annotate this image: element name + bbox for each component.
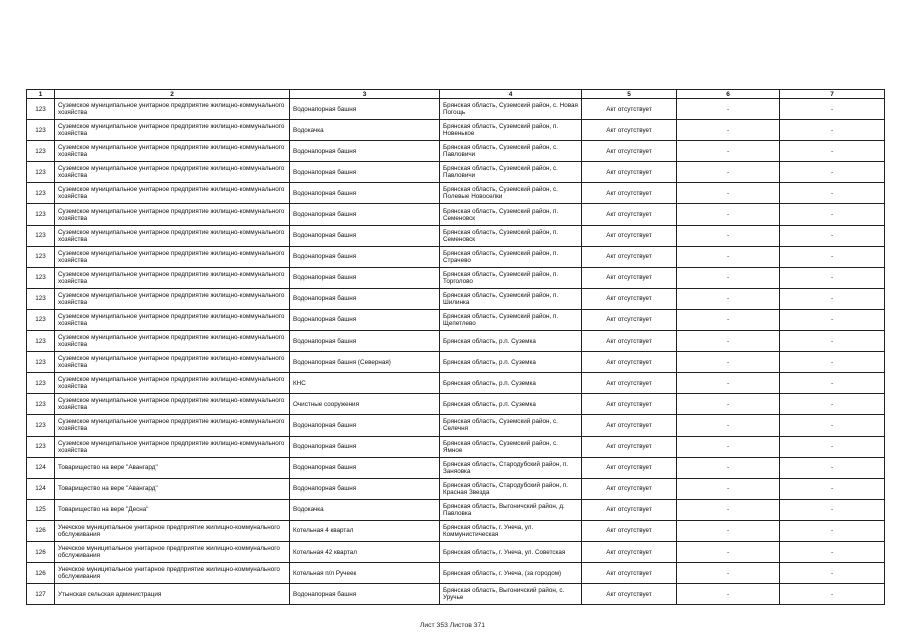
object-address: Брянская область, Суземский район, п. Шилинка (440, 288, 582, 309)
row-number: 126 (27, 541, 55, 562)
col-7-value: - (780, 120, 885, 141)
row-number: 123 (27, 141, 55, 162)
col-7-value: - (780, 331, 885, 352)
table-row (27, 520, 885, 541)
object-name: Водонапорная башня (290, 99, 440, 120)
object-address: Брянская область, р.п. Суземка (440, 331, 582, 352)
object-address: Брянская область, Суземский район, с. Новая Погощь (440, 99, 582, 120)
table-row (27, 162, 885, 183)
col-7-value: - (780, 162, 885, 183)
object-name: Котельная п/л Ручеек (290, 563, 440, 584)
table-row (27, 415, 885, 436)
registry-table (26, 89, 885, 605)
organization-name: Товарищество на вере "Авангард" (55, 478, 290, 499)
act-status: Акт отсутствует (582, 331, 677, 352)
table-row (27, 478, 885, 499)
col-6-value: - (677, 541, 780, 562)
object-address: Брянская область, г. Унеча, (за городом) (440, 563, 582, 584)
row-number: 123 (27, 394, 55, 415)
col-6-value: - (677, 183, 780, 204)
organization-name: Суземское муниципальное унитарное предприятие жилищно-коммунального хозяйства (55, 288, 290, 309)
header-col-7: 7 (780, 90, 885, 99)
object-address: Брянская область, Суземский район, п. Семеновск (440, 225, 582, 246)
act-status: Акт отсутствует (582, 457, 677, 478)
object-address: Брянская область, Суземский район, с. Селечня (440, 415, 582, 436)
table-row (27, 394, 885, 415)
col-6-value: - (677, 373, 780, 394)
act-status: Акт отсутствует (582, 141, 677, 162)
act-status: Акт отсутствует (582, 309, 677, 330)
col-7-value: - (780, 225, 885, 246)
organization-name: Суземское муниципальное унитарное предприятие жилищно-коммунального хозяйства (55, 120, 290, 141)
act-status: Акт отсутствует (582, 436, 677, 457)
act-status: Акт отсутствует (582, 288, 677, 309)
object-address: Брянская область, Выгоничский район, с. Уручье (440, 584, 582, 605)
header-col-2: 2 (55, 90, 290, 99)
object-name: Котельная 42 квартал (290, 541, 440, 562)
object-address: Брянская область, Суземский район, с. Полевые Новоселки (440, 183, 582, 204)
row-number: 123 (27, 162, 55, 183)
act-status: Акт отсутствует (582, 478, 677, 499)
col-7-value: - (780, 288, 885, 309)
col-6-value: - (677, 99, 780, 120)
row-number: 123 (27, 246, 55, 267)
organization-name: Суземское муниципальное унитарное предприятие жилищно-коммунального хозяйства (55, 183, 290, 204)
act-status: Акт отсутствует (582, 394, 677, 415)
object-name: КНС (290, 373, 440, 394)
header-col-4: 4 (440, 90, 582, 99)
col-6-value: - (677, 331, 780, 352)
table-row (27, 120, 885, 141)
object-name: Водонапорная башня (290, 246, 440, 267)
object-name: Водонапорная башня (290, 584, 440, 605)
organization-name: Суземское муниципальное унитарное предприятие жилищно-коммунального хозяйства (55, 394, 290, 415)
act-status: Акт отсутствует (582, 499, 677, 520)
organization-name: Суземское муниципальное унитарное предприятие жилищно-коммунального хозяйства (55, 162, 290, 183)
act-status: Акт отсутствует (582, 162, 677, 183)
table-row (27, 331, 885, 352)
table-row (27, 499, 885, 520)
row-number: 124 (27, 478, 55, 499)
object-address: Брянская область, Суземский район, п. Новенькое (440, 120, 582, 141)
col-6-value: - (677, 478, 780, 499)
col-6-value: - (677, 563, 780, 584)
object-address: Брянская область, р.п. Суземка (440, 394, 582, 415)
col-6-value: - (677, 352, 780, 373)
col-7-value: - (780, 457, 885, 478)
header-col-3: 3 (290, 90, 440, 99)
object-name: Водокачка (290, 499, 440, 520)
organization-name: Товарищество на вере "Авангард" (55, 457, 290, 478)
organization-name: Суземское муниципальное унитарное предприятие жилищно-коммунального хозяйства (55, 415, 290, 436)
object-name: Водонапорная башня (290, 204, 440, 225)
table-row (27, 183, 885, 204)
col-6-value: - (677, 246, 780, 267)
act-status: Акт отсутствует (582, 99, 677, 120)
object-name: Водонапорная башня (290, 415, 440, 436)
act-status: Акт отсутствует (582, 204, 677, 225)
act-status: Акт отсутствует (582, 373, 677, 394)
row-number: 123 (27, 373, 55, 394)
organization-name: Суземское муниципальное унитарное предприятие жилищно-коммунального хозяйства (55, 331, 290, 352)
row-number: 123 (27, 331, 55, 352)
object-address: Брянская область, Выгоничский район, д. Павловка (440, 499, 582, 520)
row-number: 127 (27, 584, 55, 605)
act-status: Акт отсутствует (582, 352, 677, 373)
table-header (27, 90, 885, 99)
object-name: Водонапорная башня (290, 478, 440, 499)
organization-name: Суземское муниципальное унитарное предприятие жилищно-коммунального хозяйства (55, 204, 290, 225)
table-row (27, 204, 885, 225)
row-number: 126 (27, 520, 55, 541)
table-row (27, 541, 885, 562)
organization-name: Суземское муниципальное унитарное предприятие жилищно-коммунального хозяйства (55, 141, 290, 162)
organization-name: Суземское муниципальное унитарное предприятие жилищно-коммунального хозяйства (55, 267, 290, 288)
act-status: Акт отсутствует (582, 246, 677, 267)
object-name: Очистные сооружения (290, 394, 440, 415)
row-number: 123 (27, 309, 55, 330)
organization-name: Суземское муниципальное унитарное предприятие жилищно-коммунального хозяйства (55, 99, 290, 120)
col-6-value: - (677, 141, 780, 162)
row-number: 125 (27, 499, 55, 520)
table-body (27, 99, 885, 605)
col-6-value: - (677, 225, 780, 246)
object-address: Брянская область, Стародубский район, п. Красная Звезда (440, 478, 582, 499)
row-number: 123 (27, 352, 55, 373)
col-7-value: - (780, 183, 885, 204)
col-6-value: - (677, 267, 780, 288)
act-status: Акт отсутствует (582, 267, 677, 288)
row-number: 123 (27, 204, 55, 225)
row-number: 123 (27, 267, 55, 288)
col-6-value: - (677, 394, 780, 415)
col-6-value: - (677, 120, 780, 141)
act-status: Акт отсутствует (582, 520, 677, 541)
object-name: Водонапорная башня (290, 162, 440, 183)
header-col-1: 1 (27, 90, 55, 99)
col-6-value: - (677, 309, 780, 330)
col-7-value: - (780, 478, 885, 499)
organization-name: Суземское муниципальное унитарное предприятие жилищно-коммунального хозяйства (55, 309, 290, 330)
col-7-value: - (780, 584, 885, 605)
object-address: Брянская область, Суземский район, п. Семеновск (440, 204, 582, 225)
object-address: Брянская область, Суземский район, п. Торголово (440, 267, 582, 288)
object-name: Водокачка (290, 120, 440, 141)
organization-name: Унечское муниципальное унитарное предприятие жилищно-коммунального обслуживания (55, 520, 290, 541)
table-row (27, 225, 885, 246)
col-7-value: - (780, 204, 885, 225)
col-6-value: - (677, 204, 780, 225)
object-address: Брянская область, Суземский район, п. Страчево (440, 246, 582, 267)
object-name: Водонапорная башня (290, 267, 440, 288)
object-name: Водонапорная башня (290, 183, 440, 204)
object-name: Водонапорная башня (290, 225, 440, 246)
organization-name: Суземское муниципальное унитарное предприятие жилищно-коммунального хозяйства (55, 436, 290, 457)
col-6-value: - (677, 436, 780, 457)
object-name: Водонапорная башня (290, 288, 440, 309)
object-name: Котельная 4 квартал (290, 520, 440, 541)
row-number: 123 (27, 120, 55, 141)
col-7-value: - (780, 415, 885, 436)
table-row (27, 309, 885, 330)
col-7-value: - (780, 99, 885, 120)
organization-name: Суземское муниципальное унитарное предприятие жилищно-коммунального хозяйства (55, 352, 290, 373)
col-7-value: - (780, 541, 885, 562)
col-6-value: - (677, 499, 780, 520)
object-address: Брянская область, Суземский район, с. Павловичи (440, 141, 582, 162)
row-number: 123 (27, 225, 55, 246)
object-name: Водонапорная башня (290, 457, 440, 478)
organization-name: Суземское муниципальное унитарное предприятие жилищно-коммунального хозяйства (55, 373, 290, 394)
col-6-value: - (677, 288, 780, 309)
act-status: Акт отсутствует (582, 541, 677, 562)
col-7-value: - (780, 520, 885, 541)
table-row (27, 141, 885, 162)
object-name: Водонапорная башня (290, 331, 440, 352)
act-status: Акт отсутствует (582, 120, 677, 141)
header-row (27, 90, 885, 99)
col-6-value: - (677, 457, 780, 478)
page-footer: Лист 353 Листов 371 (419, 622, 486, 629)
object-address: Брянская область, р.п. Суземка (440, 352, 582, 373)
organization-name: Унечское муниципальное унитарное предприятие жилищно-коммунального обслуживания (55, 563, 290, 584)
table-row (27, 457, 885, 478)
table-row (27, 563, 885, 584)
registry-table-container (26, 89, 884, 605)
col-7-value: - (780, 436, 885, 457)
organization-name: Товарищество на вере "Десна" (55, 499, 290, 520)
header-col-5: 5 (582, 90, 677, 99)
object-address: Брянская область, р.п. Суземка (440, 373, 582, 394)
header-col-6: 6 (677, 90, 780, 99)
object-address: Брянская область, Стародубский район, п. Заняовка (440, 457, 582, 478)
organization-name: Утынская сельская администрация (55, 584, 290, 605)
col-6-value: - (677, 584, 780, 605)
col-6-value: - (677, 520, 780, 541)
table-row (27, 436, 885, 457)
object-name: Водонапорная башня (290, 436, 440, 457)
col-7-value: - (780, 141, 885, 162)
act-status: Акт отсутствует (582, 225, 677, 246)
organization-name: Суземское муниципальное унитарное предприятие жилищно-коммунального хозяйства (55, 225, 290, 246)
act-status: Акт отсутствует (582, 584, 677, 605)
organization-name: Унечское муниципальное унитарное предприятие жилищно-коммунального обслуживания (55, 541, 290, 562)
organization-name: Суземское муниципальное унитарное предприятие жилищно-коммунального хозяйства (55, 246, 290, 267)
object-address: Брянская область, Суземский район, с. Ямное (440, 436, 582, 457)
object-address: Брянская область, г. Унеча, ул. Коммунистическая (440, 520, 582, 541)
table-row (27, 352, 885, 373)
row-number: 123 (27, 415, 55, 436)
object-address: Брянская область, г. Унеча, ул. Советская (440, 541, 582, 562)
act-status: Акт отсутствует (582, 415, 677, 436)
col-6-value: - (677, 162, 780, 183)
row-number: 126 (27, 563, 55, 584)
col-7-value: - (780, 352, 885, 373)
object-name: Водонапорная башня (290, 141, 440, 162)
object-address: Брянская область, Суземский район, п. Щепетлево (440, 309, 582, 330)
table-row (27, 288, 885, 309)
row-number: 123 (27, 183, 55, 204)
col-6-value: - (677, 415, 780, 436)
col-7-value: - (780, 246, 885, 267)
table-row (27, 246, 885, 267)
row-number: 124 (27, 457, 55, 478)
row-number: 123 (27, 288, 55, 309)
col-7-value: - (780, 499, 885, 520)
act-status: Акт отсутствует (582, 563, 677, 584)
col-7-value: - (780, 267, 885, 288)
row-number: 123 (27, 436, 55, 457)
table-row (27, 99, 885, 120)
table-row (27, 267, 885, 288)
table-row (27, 584, 885, 605)
act-status: Акт отсутствует (582, 183, 677, 204)
object-name: Водонапорная башня (290, 309, 440, 330)
object-address: Брянская область, Суземский район, с. Павловичи (440, 162, 582, 183)
table-row (27, 373, 885, 394)
object-name: Водонапорная башня (Северная) (290, 352, 440, 373)
col-7-value: - (780, 563, 885, 584)
col-7-value: - (780, 309, 885, 330)
col-7-value: - (780, 373, 885, 394)
row-number: 123 (27, 99, 55, 120)
col-7-value: - (780, 394, 885, 415)
